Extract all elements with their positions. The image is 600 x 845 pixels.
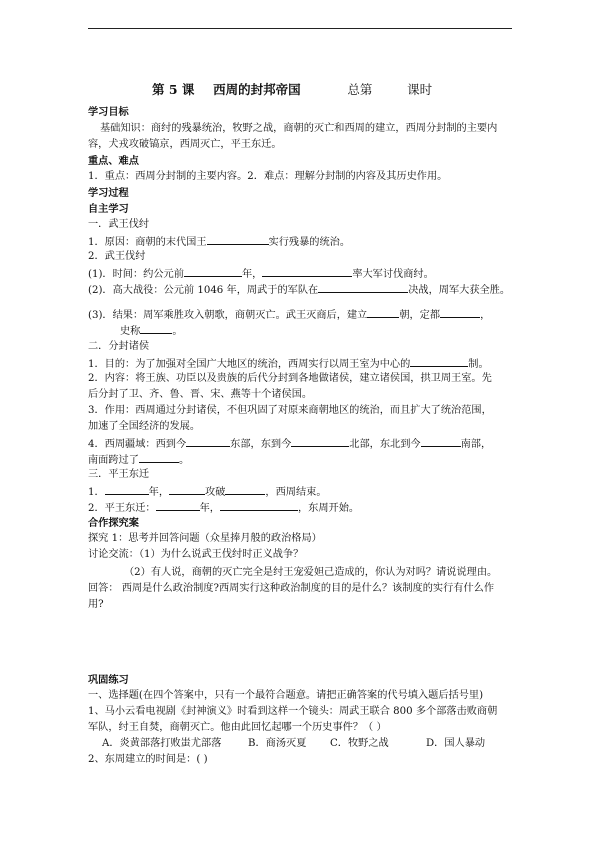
- option-c[interactable]: C．牧野之战: [330, 738, 389, 749]
- battle-line: [88, 282, 510, 298]
- east-line-1: [88, 484, 327, 500]
- east-1-text: 1．: [88, 487, 105, 498]
- time-line: [88, 266, 434, 282]
- territory-end: 。: [178, 455, 190, 466]
- sub-2-heading: 2．武王伐纣: [88, 251, 146, 262]
- cause-text-end: 实行残暴的统治。: [268, 237, 351, 248]
- question-1-line-2: 军队，纣王自焚，商朝灭亡。他由此回忆起哪一个历史事件？（ ）: [88, 722, 387, 733]
- section-3-heading: 三．平王东迁: [88, 469, 150, 480]
- section-1-heading: 一．武王伐纣: [88, 219, 150, 230]
- discuss-q1: 讨论交流：（1）为什么说武王伐纣时正义战争？: [88, 549, 304, 560]
- result-text-3: ，: [480, 310, 491, 321]
- blank-south[interactable]: [139, 452, 179, 463]
- blank-leader[interactable]: [262, 266, 352, 277]
- top-rule: [88, 28, 512, 29]
- result-line-2: [120, 323, 183, 339]
- east-2-text: 2．平王东迁：: [88, 503, 156, 514]
- blank-move-year[interactable]: [156, 500, 200, 511]
- answer-line-2: 用?: [88, 599, 104, 610]
- discuss-q2: （2）有人说，商朝的灭亡完全是纣王宠爱妲己造成的，你认为对吗？请说说理由。: [124, 567, 498, 578]
- question-1-line-1: 1、马小云看电视剧《封神演义》时看到这样一个镜头：周武王联合 800 多个部落击败商朝: [88, 706, 498, 717]
- blank-dynasty[interactable]: [367, 307, 399, 318]
- blank-move-event[interactable]: [220, 500, 298, 511]
- effect-line-2: 加速了全国经济的发展。: [88, 421, 201, 432]
- section-2-heading: 二．分封诸侯: [88, 341, 150, 352]
- keypoints-line: 1．重点：西周分封制的主要内容。2．难点：理解分封制的内容及其历史作用。: [88, 171, 448, 182]
- territory-line-2: [88, 452, 189, 468]
- result-end: 。: [172, 326, 183, 337]
- time-text-2: 年，: [241, 269, 263, 280]
- period-label: 课时: [407, 82, 433, 97]
- content-line-2: 后分封了卫、齐、鲁、晋、宋、燕等十个诸侯国。: [88, 389, 313, 400]
- content-line-1: 2．内容：将王族、功臣以及贵族的后代分封到各地做诸侯，建立诸侯国，拱卫周王室。先: [88, 373, 492, 384]
- blank-capital[interactable]: [440, 307, 480, 318]
- blank-east[interactable]: [291, 436, 349, 447]
- territory-line: [88, 436, 491, 452]
- blank-end-year[interactable]: [105, 484, 149, 495]
- territory-text: 4．西周疆域：西到今: [88, 439, 187, 450]
- result-text-2: 朝，定都: [399, 310, 441, 321]
- explore-1: 探究 1：思考并回答问题（众星捧月般的政治格局）: [88, 533, 322, 544]
- question-1-options: [102, 737, 485, 751]
- battle-text-end: 决战，周军大获全胜。: [408, 285, 511, 296]
- objectives-line-2: 容，犬戎攻破镐京，西周灭亡，平王东迁。: [88, 139, 282, 150]
- battle-text: (2)．高大战役：公元前 1046 年，周武于的军队在: [88, 285, 319, 296]
- territory-south: 南面跨过了: [88, 455, 139, 466]
- page-title: [152, 80, 432, 98]
- coop-heading: 合作探究案: [88, 517, 139, 529]
- total-label: 总第: [347, 82, 373, 97]
- east-1-text-end: ，西周结束。: [265, 487, 327, 498]
- result-line: [88, 307, 490, 323]
- east-1-text-3: 攻破: [205, 487, 226, 498]
- objectives-line-1: 基础知识：商纣的残暴统治，牧野之战，商朝的灭亡和西周的建立，西周分封制的主要内: [100, 123, 498, 134]
- time-text-end: 率大军讨伐商纣。: [352, 269, 434, 280]
- blank-battle-place[interactable]: [318, 282, 408, 293]
- blank-system[interactable]: [410, 356, 468, 367]
- process-heading: 学习过程: [88, 187, 129, 199]
- lesson-title: 西周的封邦帝国: [213, 82, 301, 97]
- answer-line-1: 回答： 西周是什么政治制度?西周实行这种政治制度的目的是什么？该制度的实行有什么作: [88, 583, 495, 594]
- result-text: (3)．结果：周军乘胜攻入朝歌，商朝灭亡。武王灭商后，建立: [88, 310, 368, 321]
- territory-text-3: 北部，东北到今: [349, 439, 421, 450]
- practice-intro: 一、选择题(在四个答案中，只有一个最符合题意。请把正确答案的代号填入题后括号里): [88, 690, 484, 701]
- east-1-text-2: 年，: [148, 487, 170, 498]
- cause-line: [88, 234, 350, 250]
- purpose-text-end: 制。: [468, 359, 489, 370]
- effect-line-1: 3．作用：西周通过分封诸侯，不但巩固了对原来商朝地区的统治，而且扩大了统治范围，: [88, 405, 492, 416]
- practice-heading: 巩固练习: [88, 674, 129, 686]
- objectives-heading: 学习目标: [88, 106, 129, 118]
- keypoints-heading: 重点、难点: [88, 155, 139, 167]
- blank-city[interactable]: [225, 484, 265, 495]
- blank-called[interactable]: [140, 323, 172, 334]
- cause-text: 1．原因：商朝的末代国王: [88, 237, 207, 248]
- lesson-number: 第 5 课: [152, 82, 195, 97]
- east-line-2: [88, 500, 359, 516]
- self-study-heading: 自主学习: [88, 203, 129, 215]
- east-2-text-2: 年，: [199, 503, 220, 514]
- option-b[interactable]: B．商汤灭夏: [248, 738, 307, 749]
- purpose-line: [88, 356, 489, 372]
- time-text: (1)．时间：约公元前: [88, 269, 184, 280]
- option-a[interactable]: A．炎黄部落打败蚩尤部落: [102, 738, 222, 749]
- territory-text-4: 南部，: [460, 439, 492, 450]
- option-d[interactable]: D．国人暴动: [426, 738, 486, 749]
- east-2-text-end: ，东周开始。: [297, 503, 360, 514]
- blank-invader[interactable]: [169, 484, 205, 495]
- blank-northeast[interactable]: [421, 436, 461, 447]
- blank-west[interactable]: [186, 436, 230, 447]
- territory-text-2: 东部，东到今: [230, 439, 292, 450]
- question-2-line: 2、东周建立的时间是：( ): [88, 754, 208, 765]
- result-called: 史称: [120, 326, 141, 337]
- blank-king[interactable]: [207, 234, 269, 245]
- purpose-text: 1．目的：为了加强对全国广大地区的统治，西周实行以周王室为中心的: [88, 359, 411, 370]
- blank-year[interactable]: [184, 266, 242, 277]
